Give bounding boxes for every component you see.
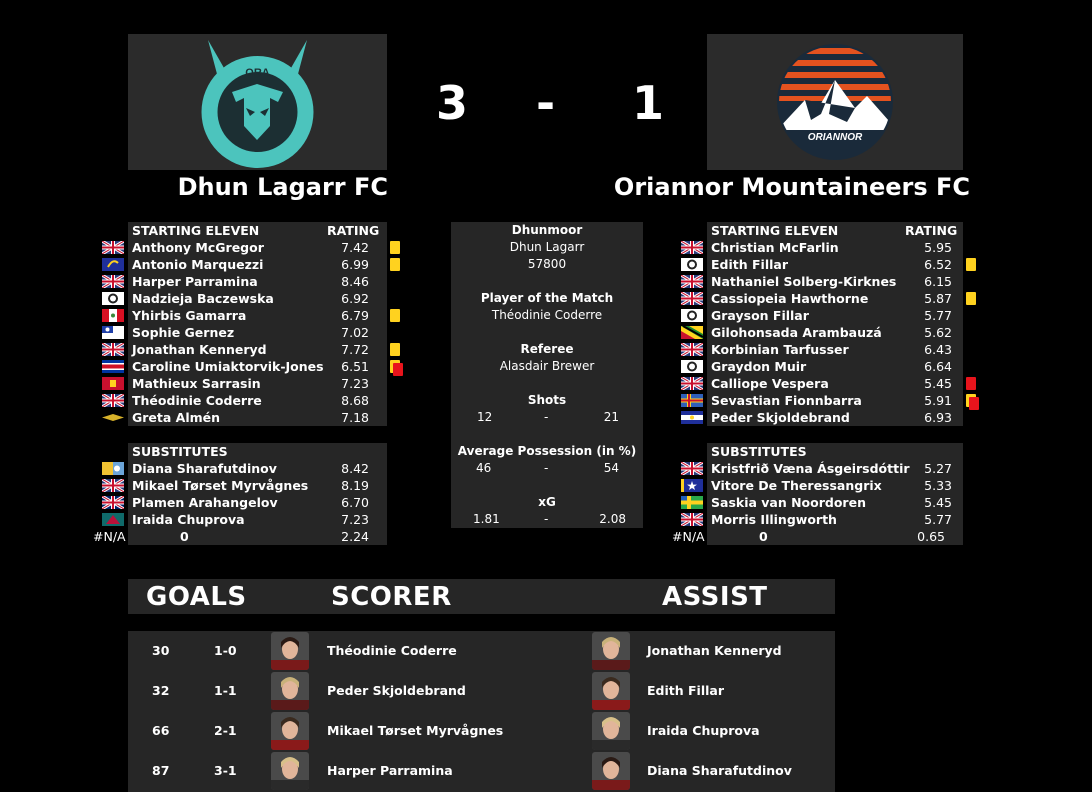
away-lineup-table bbox=[707, 222, 963, 426]
away-flag-icon bbox=[681, 275, 703, 288]
goal-minute: 30 bbox=[152, 643, 170, 658]
away-sub-player-rating: 5.45 bbox=[924, 495, 952, 510]
home-flag-icon bbox=[102, 343, 124, 356]
away-flag-icon bbox=[681, 343, 703, 356]
away-player-row bbox=[707, 392, 963, 409]
away-player-row bbox=[707, 375, 963, 392]
home-player-rating: 7.23 bbox=[341, 376, 369, 391]
home-sub-player-rating: 8.19 bbox=[341, 478, 369, 493]
away-club-crest bbox=[707, 34, 963, 170]
away-na-label: #N/A bbox=[672, 529, 705, 544]
away-flag-icon bbox=[681, 309, 703, 322]
goals-header: GOALS bbox=[146, 582, 247, 612]
home-flag-icon bbox=[102, 360, 124, 373]
away-player-name: Nathaniel Solberg-Kirknes bbox=[711, 274, 897, 289]
assist-name: Iraida Chuprova bbox=[647, 723, 760, 738]
away-player-row bbox=[707, 256, 963, 273]
away-subs-header: SUBSTITUTES bbox=[711, 444, 807, 459]
home-sub-flag-icon bbox=[102, 496, 124, 509]
home-flag-icon bbox=[102, 309, 124, 322]
home-player-row bbox=[128, 392, 387, 409]
home-subs-header: SUBSTITUTES bbox=[132, 444, 228, 459]
away-player-name: Christian McFarlin bbox=[711, 240, 839, 255]
home-player-row bbox=[128, 239, 387, 256]
home-na-value: 0 bbox=[180, 529, 189, 544]
scorer-name: Harper Parramina bbox=[327, 763, 453, 778]
home-player-rating: 7.02 bbox=[341, 325, 369, 340]
home-player-name: Harper Parramina bbox=[132, 274, 258, 289]
venue: Dhunmoor bbox=[511, 223, 583, 237]
home-flag-icon bbox=[102, 326, 124, 339]
assist-avatar bbox=[592, 632, 630, 670]
away-player-name: Korbinian Tarfusser bbox=[711, 342, 849, 357]
home-player-rating: 7.18 bbox=[341, 410, 369, 425]
match-info-panel bbox=[451, 222, 643, 528]
home-player-row bbox=[128, 324, 387, 341]
away-flag-icon bbox=[681, 394, 703, 407]
away-player-rating: 6.15 bbox=[924, 274, 952, 289]
home-player-row bbox=[128, 375, 387, 392]
goal-row bbox=[128, 751, 835, 791]
away-sub-flag-icon bbox=[681, 496, 703, 509]
yellow-card-icon bbox=[390, 309, 400, 322]
away-player-rating: 6.93 bbox=[924, 410, 952, 425]
assist-avatar bbox=[592, 712, 630, 750]
away-player-name: Gilohonsada Arambauzá bbox=[711, 325, 882, 340]
away-lineup-header: STARTING ELEVEN bbox=[711, 223, 839, 238]
home-player-row bbox=[128, 256, 387, 273]
assist-avatar bbox=[592, 752, 630, 790]
away-player-row bbox=[707, 273, 963, 290]
home-player-name: Greta Almén bbox=[132, 410, 221, 425]
away-team-name: Oriannor Mountaineers FC bbox=[613, 173, 970, 201]
home-player-name: Théodinie Coderre bbox=[132, 393, 262, 408]
goal-score: 1-1 bbox=[214, 683, 237, 698]
shots-home: 12 bbox=[477, 410, 493, 424]
scorer-avatar bbox=[271, 712, 309, 750]
attendance: 57800 bbox=[527, 257, 567, 271]
home-sub-player-name: Mikael Tørset Myrvågnes bbox=[132, 478, 309, 493]
away-sub-player-row bbox=[707, 460, 963, 477]
home-player-rating: 7.72 bbox=[341, 342, 369, 357]
home-sub-flag-icon bbox=[102, 513, 124, 526]
goal-row bbox=[128, 671, 835, 711]
goals-list bbox=[128, 631, 835, 792]
referee-label: Referee bbox=[520, 342, 574, 356]
away-player-name: Edith Fillar bbox=[711, 257, 788, 272]
shots-row bbox=[451, 409, 643, 426]
home-sub-flag-icon bbox=[102, 462, 124, 475]
home-sub-player-row bbox=[128, 460, 387, 477]
red-card-icon bbox=[393, 363, 403, 376]
home-player-rating: 8.46 bbox=[341, 274, 369, 289]
assist-name: Jonathan Kenneryd bbox=[647, 643, 782, 658]
scorer-header: SCORER bbox=[331, 582, 452, 612]
away-sub-flag-icon bbox=[681, 513, 703, 526]
away-logo-box bbox=[707, 34, 963, 170]
xg-away: 2.08 bbox=[599, 512, 626, 526]
scorer-avatar bbox=[271, 632, 309, 670]
away-flag-icon bbox=[681, 258, 703, 271]
away-player-name: Cassiopeia Hawthorne bbox=[711, 291, 869, 306]
away-sub-flag-icon bbox=[681, 462, 703, 475]
home-na-rating: 2.24 bbox=[341, 529, 369, 544]
away-sub-player-name: Kristfrið Væna Ásgeirsdóttir bbox=[711, 461, 910, 476]
home-score: 3 bbox=[436, 76, 469, 130]
home-sub-player-name: Diana Sharafutdinov bbox=[132, 461, 277, 476]
away-player-name: Grayson Fillar bbox=[711, 308, 809, 323]
away-flag-icon bbox=[681, 326, 703, 339]
poss-dash: - bbox=[544, 461, 549, 475]
home-player-row bbox=[128, 409, 387, 426]
shots-dash: - bbox=[544, 410, 549, 424]
yellow-card-icon bbox=[390, 343, 400, 356]
xg-dash: - bbox=[544, 512, 549, 526]
away-sub-flag-icon bbox=[681, 479, 703, 492]
home-subs-table bbox=[93, 443, 387, 545]
away-player-rating: 5.95 bbox=[924, 240, 952, 255]
scorer-name: Mikael Tørset Myrvågnes bbox=[327, 723, 504, 738]
shots-away: 21 bbox=[603, 410, 619, 424]
home-player-row bbox=[128, 290, 387, 307]
away-sub-player-row bbox=[707, 511, 963, 528]
away-player-rating: 5.91 bbox=[924, 393, 952, 408]
home-club-crest bbox=[128, 34, 387, 170]
home-player-rating: 8.68 bbox=[341, 393, 369, 408]
away-sub-player-rating: 5.27 bbox=[924, 461, 952, 476]
home-na-label: #N/A bbox=[93, 529, 126, 544]
away-player-rating: 5.45 bbox=[924, 376, 952, 391]
home-player-row bbox=[128, 358, 387, 375]
home-flag-icon bbox=[102, 377, 124, 390]
away-player-row bbox=[707, 324, 963, 341]
red-card-icon bbox=[969, 397, 979, 410]
poss-away: 54 bbox=[603, 461, 619, 475]
away-sub-player-row bbox=[707, 477, 963, 494]
city: Dhun Lagarr bbox=[509, 240, 585, 254]
home-rating-header: RATING bbox=[327, 223, 380, 238]
assist-header: ASSIST bbox=[662, 582, 768, 612]
away-sub-player-row bbox=[707, 494, 963, 511]
goal-score: 3-1 bbox=[214, 763, 237, 778]
score-separator: - bbox=[536, 76, 556, 130]
away-player-rating: 6.52 bbox=[924, 257, 952, 272]
yellow-card-icon bbox=[390, 241, 400, 254]
home-flag-icon bbox=[102, 275, 124, 288]
home-player-name: Caroline Umiaktorvik-Jones bbox=[132, 359, 324, 374]
away-sub-player-name: Vitore De Theressangrix bbox=[711, 478, 882, 493]
goal-minute: 87 bbox=[152, 763, 170, 778]
yellow-card-icon bbox=[966, 292, 976, 305]
home-player-row bbox=[128, 273, 387, 290]
away-na-value: 0 bbox=[759, 529, 768, 544]
away-player-row bbox=[707, 358, 963, 375]
away-player-rating: 6.64 bbox=[924, 359, 952, 374]
home-player-rating: 7.42 bbox=[341, 240, 369, 255]
away-player-rating: 5.87 bbox=[924, 291, 952, 306]
shots-label: Shots bbox=[527, 393, 567, 407]
away-score: 1 bbox=[632, 76, 665, 130]
home-sub-player-rating: 7.23 bbox=[341, 512, 369, 527]
home-flag-icon bbox=[102, 394, 124, 407]
home-player-name: Mathieux Sarrasin bbox=[132, 376, 261, 391]
away-player-name: Sevastian Fionnbarra bbox=[711, 393, 862, 408]
home-flag-icon bbox=[102, 411, 124, 424]
away-na-rating: 0.65 bbox=[917, 529, 945, 544]
red-card-icon bbox=[966, 377, 976, 390]
assist-name: Edith Fillar bbox=[647, 683, 724, 698]
home-sub-player-row bbox=[128, 494, 387, 511]
yellow-card-icon bbox=[390, 258, 400, 271]
away-flag-icon bbox=[681, 292, 703, 305]
yellow-card-icon bbox=[966, 258, 976, 271]
away-player-row bbox=[707, 239, 963, 256]
away-player-name: Calliope Vespera bbox=[711, 376, 829, 391]
away-player-rating: 5.62 bbox=[924, 325, 952, 340]
away-flag-icon bbox=[681, 377, 703, 390]
possession-label: Average Possession (in %) bbox=[457, 444, 637, 458]
away-player-row bbox=[707, 409, 963, 426]
home-player-rating: 6.79 bbox=[341, 308, 369, 323]
goal-minute: 66 bbox=[152, 723, 170, 738]
away-rating-header: RATING bbox=[905, 223, 958, 238]
goals-header-bar bbox=[128, 579, 835, 614]
home-sub-player-name: Iraida Chuprova bbox=[132, 512, 245, 527]
home-flag-icon bbox=[102, 241, 124, 254]
away-crest-text: ORIANNOR bbox=[807, 132, 863, 143]
away-player-rating: 6.43 bbox=[924, 342, 952, 357]
home-crest-top: ORA bbox=[245, 67, 270, 79]
away-na-row bbox=[672, 528, 963, 545]
home-sub-player-rating: 8.42 bbox=[341, 461, 369, 476]
goal-minute: 32 bbox=[152, 683, 170, 698]
home-lineup-header: STARTING ELEVEN bbox=[132, 223, 260, 238]
home-player-row bbox=[128, 341, 387, 358]
goal-score: 2-1 bbox=[214, 723, 237, 738]
home-player-name: Yhirbis Gamarra bbox=[132, 308, 247, 323]
potm-label: Player of the Match bbox=[480, 291, 614, 305]
home-sub-player-row bbox=[128, 477, 387, 494]
goal-score: 1-0 bbox=[214, 643, 237, 658]
home-sub-flag-icon bbox=[102, 479, 124, 492]
home-player-name: Nadzieja Baczewska bbox=[132, 291, 274, 306]
home-flag-icon bbox=[102, 292, 124, 305]
home-flag-icon bbox=[102, 258, 124, 271]
potm-name: Théodinie Coderre bbox=[491, 308, 603, 322]
xg-label: xG bbox=[538, 495, 556, 509]
scorer-avatar bbox=[271, 752, 309, 790]
home-sub-player-name: Plamen Arahangelov bbox=[132, 495, 278, 510]
home-sub-player-row bbox=[128, 511, 387, 528]
home-player-name: Jonathan Kenneryd bbox=[132, 342, 267, 357]
scorer-name: Théodinie Coderre bbox=[327, 643, 457, 658]
away-sub-player-name: Saskia van Noordoren bbox=[711, 495, 866, 510]
away-flag-icon bbox=[681, 241, 703, 254]
home-player-name: Sophie Gernez bbox=[132, 325, 235, 340]
away-sub-player-name: Morris Illingworth bbox=[711, 512, 837, 527]
home-team-name: Dhun Lagarr FC bbox=[177, 173, 388, 201]
away-subs-table bbox=[672, 443, 963, 545]
scorer-name: Peder Skjoldebrand bbox=[327, 683, 466, 698]
away-flag-icon bbox=[681, 411, 703, 424]
assist-name: Diana Sharafutdinov bbox=[647, 763, 792, 778]
away-player-row bbox=[707, 341, 963, 358]
home-na-row bbox=[93, 528, 387, 545]
home-player-rating: 6.99 bbox=[341, 257, 369, 272]
away-player-name: Graydon Muir bbox=[711, 359, 807, 374]
referee-name: Alasdair Brewer bbox=[499, 359, 595, 373]
goal-row bbox=[128, 631, 835, 671]
away-sub-player-rating: 5.33 bbox=[924, 478, 952, 493]
away-flag-icon bbox=[681, 360, 703, 373]
home-player-rating: 6.51 bbox=[341, 359, 369, 374]
poss-home: 46 bbox=[476, 461, 492, 475]
home-sub-player-rating: 6.70 bbox=[341, 495, 369, 510]
home-lineup-table bbox=[128, 222, 387, 426]
scorer-avatar bbox=[271, 672, 309, 710]
away-player-row bbox=[707, 307, 963, 324]
home-logo-box bbox=[128, 34, 387, 170]
away-player-row bbox=[707, 290, 963, 307]
away-player-name: Peder Skjoldebrand bbox=[711, 410, 850, 425]
away-sub-player-rating: 5.77 bbox=[924, 512, 952, 527]
xg-row bbox=[451, 511, 643, 528]
home-player-name: Antonio Marquezzi bbox=[132, 257, 264, 272]
xg-home: 1.81 bbox=[473, 512, 500, 526]
home-player-row bbox=[128, 307, 387, 324]
assist-avatar bbox=[592, 672, 630, 710]
home-player-rating: 6.92 bbox=[341, 291, 369, 306]
possession-row bbox=[451, 460, 643, 477]
home-player-name: Anthony McGregor bbox=[132, 240, 264, 255]
away-player-rating: 5.77 bbox=[924, 308, 952, 323]
goal-row bbox=[128, 711, 835, 751]
